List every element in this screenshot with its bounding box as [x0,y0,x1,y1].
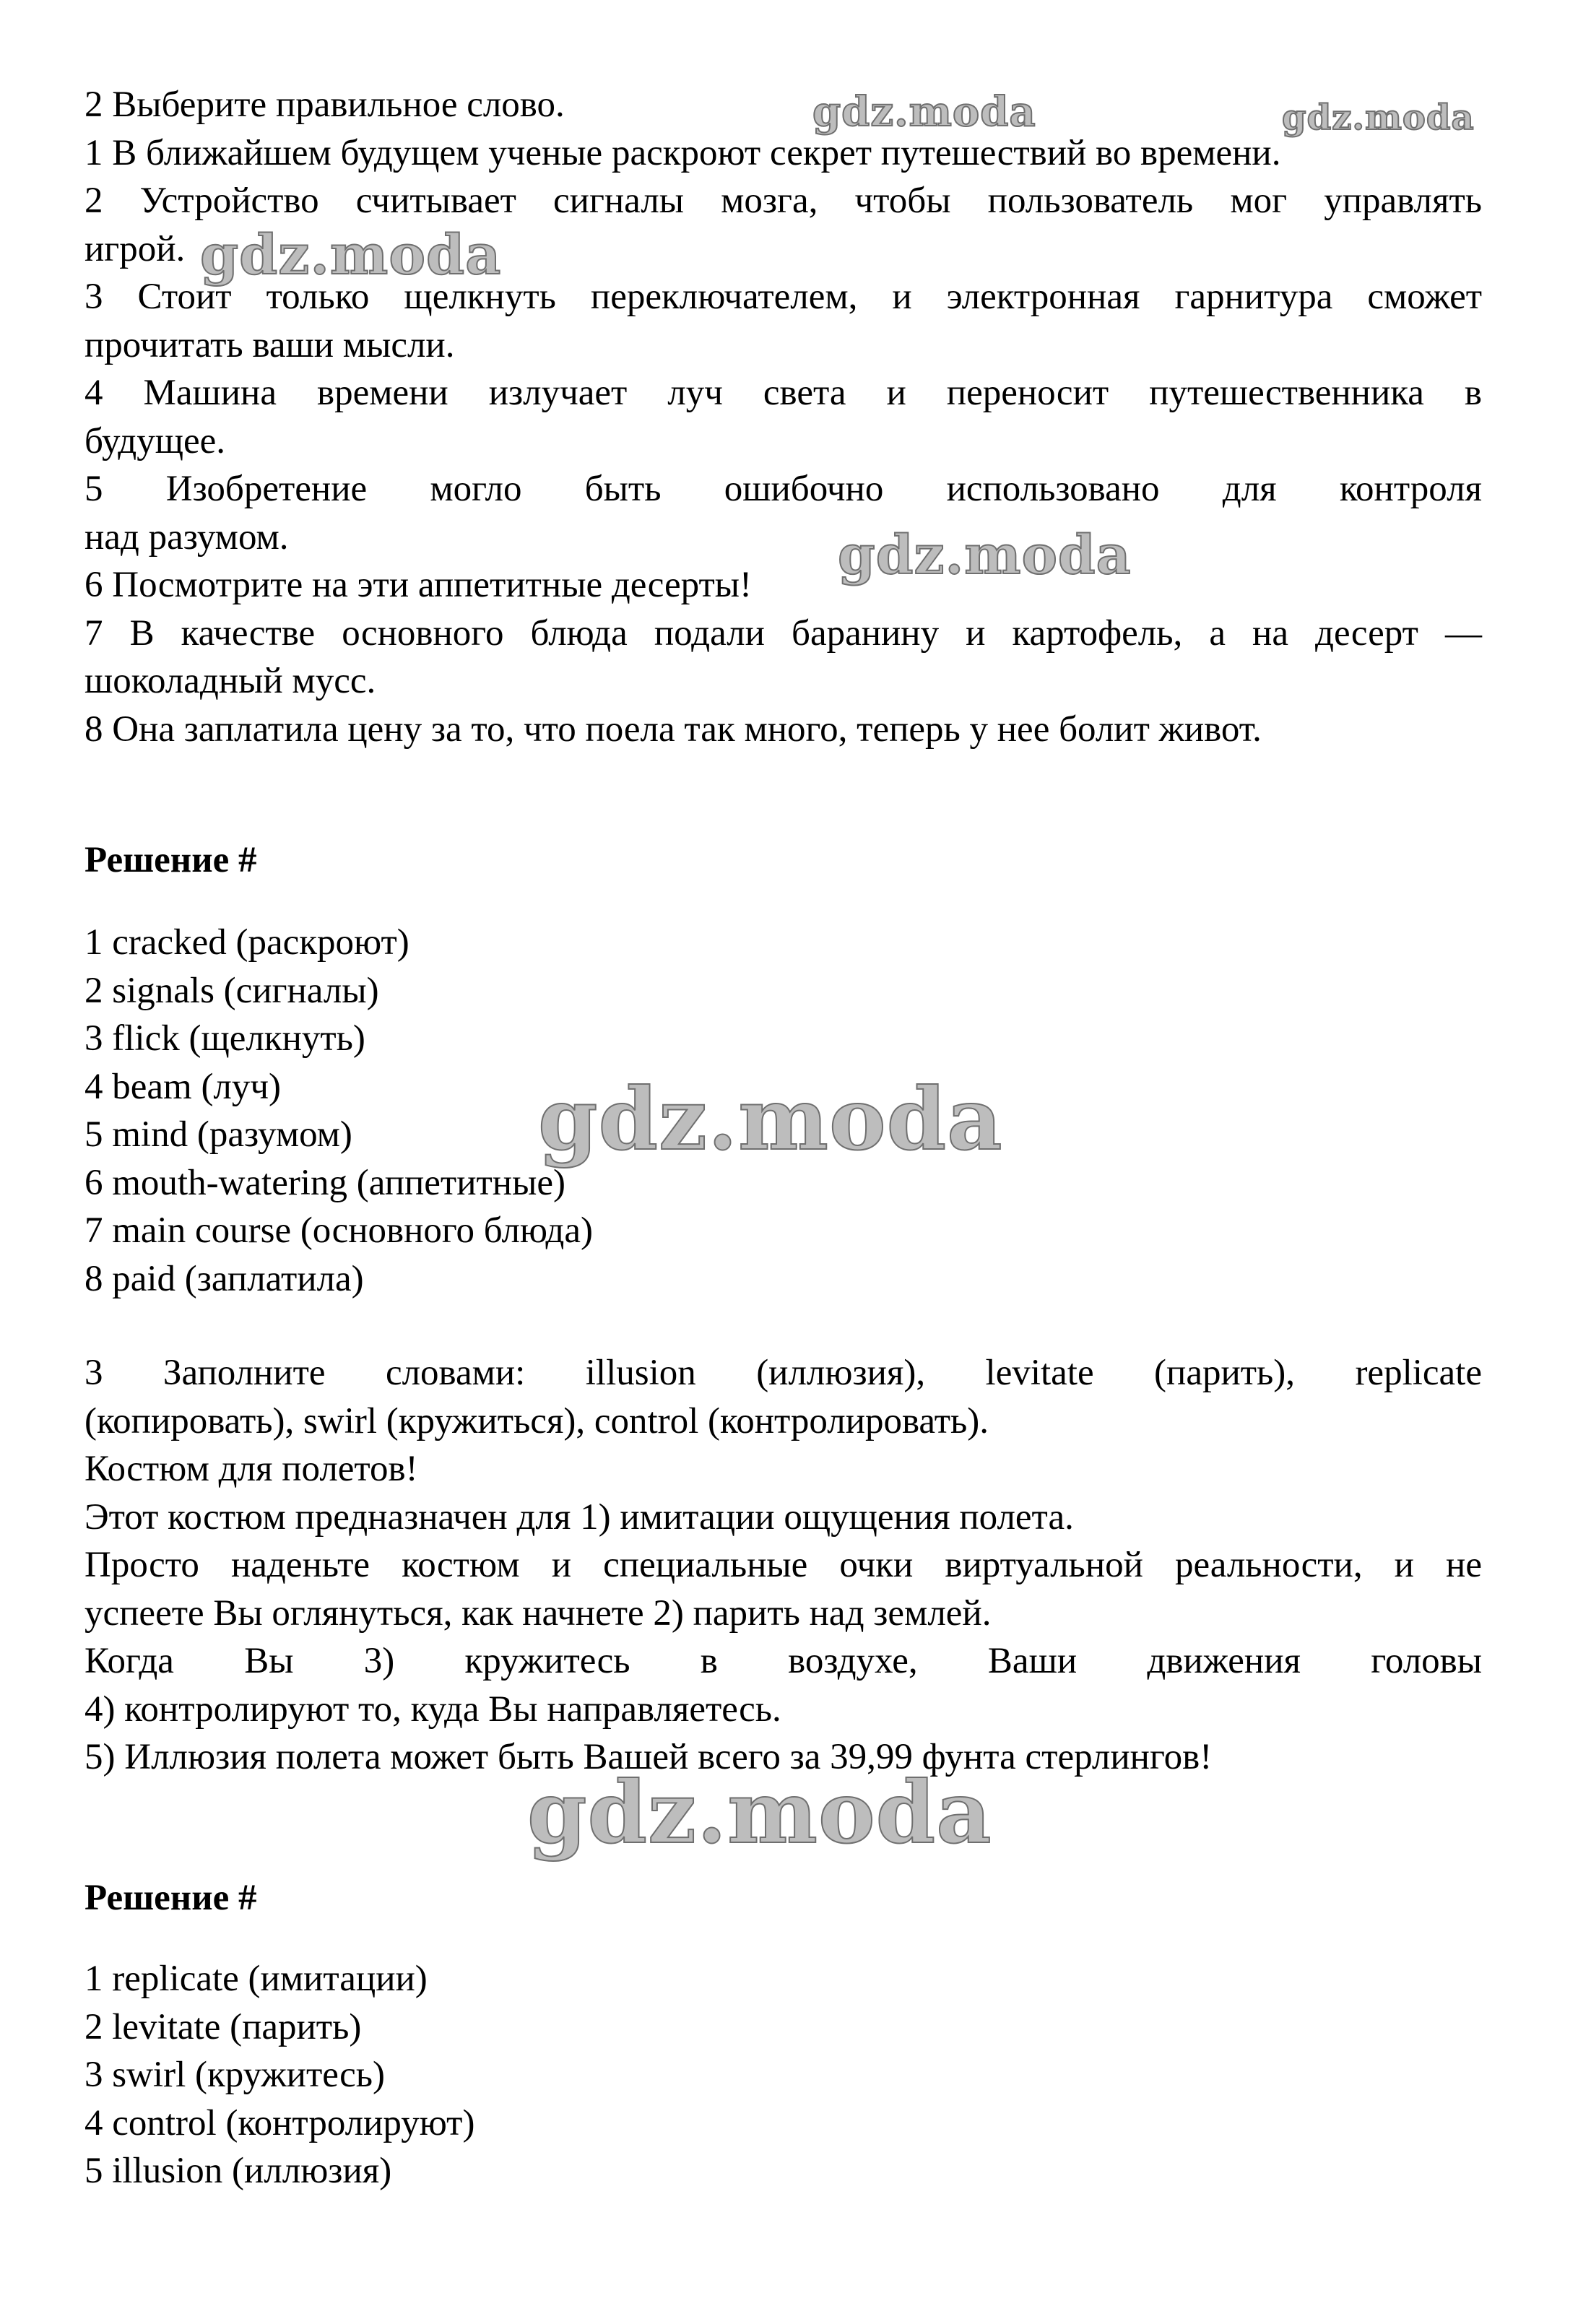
answer-item: 5 mind (разумом) [84,1114,352,1155]
sentence: Этот костюм предназначен для 1) имитации ощущения полета. [84,1496,1074,1538]
exercise-3 [84,1349,1482,1782]
sentence: 4) контролируют то, куда Вы направляетесь. [84,1688,781,1730]
watermark: gdz.moda [812,88,1036,136]
solution-2-heading: Решение # [84,1878,257,1918]
sentence: прочитать ваши мысли. [84,324,455,365]
watermark: gdz.moda [527,1762,992,1863]
sentence: 5 Изобретение могло быть ошибочно использовано для контроля [84,469,1482,509]
sentence: над разумом. [84,516,289,558]
sentence: игрой. [84,228,186,269]
answer-item: 4 control (контролируют) [84,2102,475,2143]
answer-item: 8 paid (заплатила) [84,1258,364,1299]
sentence: 4 Машина времени излучает луч света и переносит путешественника в [84,373,1482,413]
solution-2-answers [84,1955,1482,2195]
sentence: 8 Она заплатила цену за то, что поела так много, теперь у нее болит живот. [84,708,1262,750]
sentence: 3 Стоит только щелкнуть переключателем, и электронная гарнитура сможет [84,277,1482,317]
answer-item: 1 cracked (раскроют) [84,922,409,963]
answer-item: 4 beam (луч) [84,1066,282,1107]
answer-item: 3 flick (щелкнуть) [84,1018,365,1059]
answer-item: 1 replicate (имитации) [84,1959,428,1999]
sentence: Костюм для полетов! [84,1449,418,1489]
sentence: шоколадный мусс. [84,661,376,701]
watermark: gdz.moda [838,524,1132,586]
answer-item: 6 mouth-watering (аппетитные) [84,1162,565,1203]
answer-item: 2 levitate (парить) [84,2006,362,2047]
watermark: gdz.moda [200,222,502,287]
watermark: gdz.moda [538,1069,1003,1169]
answer-item: 5 illusion (иллюзия) [84,2151,392,2191]
sentence: 6 Посмотрите на эти аппетитные десерты! [84,565,752,605]
answer-item: 2 signals (сигналы) [84,970,379,1011]
exercise-2 [84,81,1482,753]
sentence: 1 В ближайшем будущем ученые раскроют секрет путешествий во времени. [84,132,1281,173]
sentence: 7 В качестве основного блюда подали баранину и картофель, а на десерт — [84,612,1482,654]
sentence: Просто наденьте костюм и специальные очки виртуальной реальности, и не [84,1545,1482,1585]
sentence: Когда Вы 3) кружитесь в воздухе, Ваши движения головы [84,1641,1482,1681]
sentence: будущее. [84,420,226,461]
sentence: 2 Устройство считывает сигналы мозга, чтобы пользователь мог управлять [84,181,1482,221]
sentence: 5) Иллюзия полета может быть Вашей всего за 39,99 фунта стерлингов! [84,1737,1213,1777]
sentence: успеете Вы оглянуться, как начнете 2) парить над землей. [84,1592,992,1634]
watermark: gdz.moda [1282,97,1475,138]
exercise-3-title: 3 Заполните словами: illusion (иллюзия), levitate (парить), replicate [84,1353,1482,1393]
answer-item: 7 main course (основного блюда) [84,1210,593,1251]
exercise-2-title: 2 Выберите правильное слово. [84,84,565,125]
sentence: (копировать), swirl (кружиться), control (контролировать). [84,1400,989,1441]
solution-1-heading: Решение # [84,840,257,880]
answer-item: 3 swirl (кружитесь) [84,2055,386,2095]
